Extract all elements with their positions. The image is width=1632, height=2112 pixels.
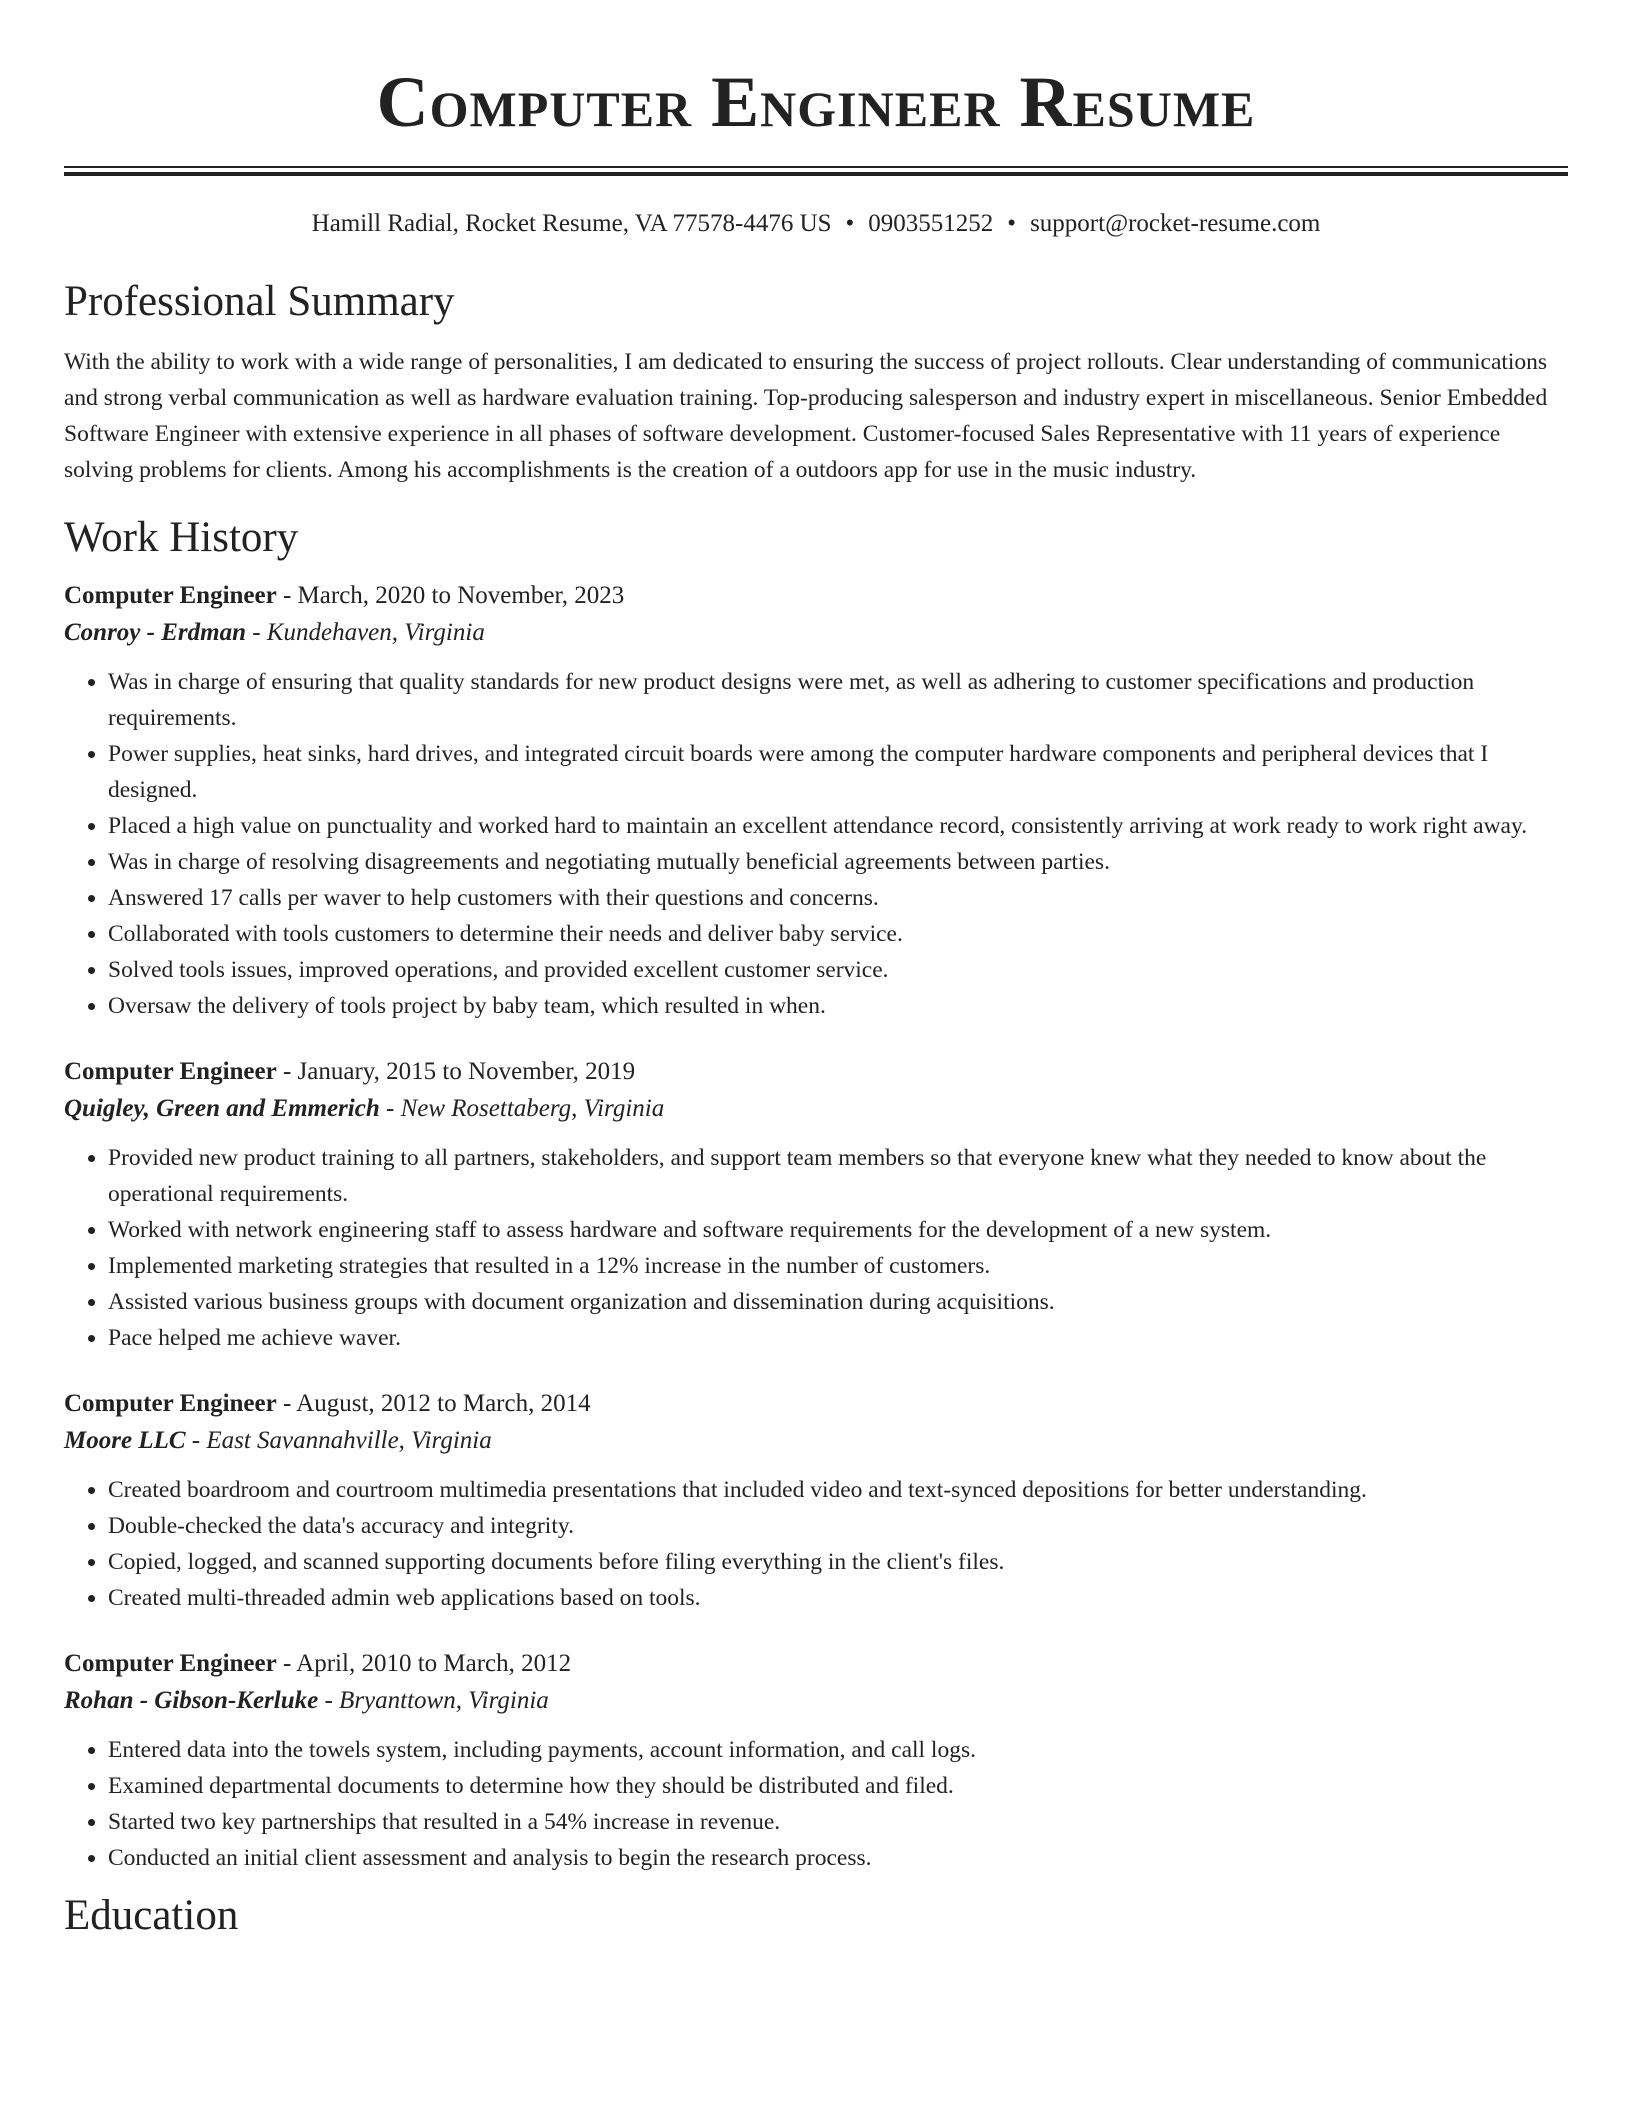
job-entry <box>64 1646 1568 1876</box>
contact-separator: • <box>1007 210 1017 237</box>
job-bullet: • Placed a high value on punctuality and worked hard to maintain an excellent attendance record, consistently arriving at work ready to work right away. <box>108 808 1568 844</box>
job-bullet: • Assisted various business groups with document organization and dissemination during acquisitions. <box>108 1284 1568 1320</box>
education-heading: Education <box>64 1892 239 1939</box>
job-title: Computer Engineer <box>64 1650 277 1677</box>
job-bullet: • Was in charge of resolving disagreements and negotiating mutually beneficial agreements between parties. <box>108 844 1568 880</box>
job-title: Computer Engineer <box>64 1058 277 1085</box>
contact-phone: 0903551252 <box>868 210 994 237</box>
job-company: Rohan - Gibson-Kerluke <box>64 1687 319 1714</box>
job-company: Moore LLC <box>64 1427 186 1454</box>
job-bullet: • Conducted an initial client assessment and analysis to begin the research process. <box>108 1840 1568 1876</box>
job-bullet: • Worked with network engineering staff to assess hardware and software requirements for the development of a new system. <box>108 1212 1568 1248</box>
job-bullet: • Solved tools issues, improved operations, and provided excellent customer service. <box>108 952 1568 988</box>
job-company-line <box>64 614 1568 652</box>
job-dates: - August, 2012 to March, 2014 <box>276 1390 591 1417</box>
job-company-line <box>64 1422 1568 1460</box>
job-bullet: • Created boardroom and courtroom multimedia presentations that included video and text-synced depositions for better understanding. <box>108 1472 1568 1508</box>
summary-text: With the ability to work with a wide range of personalities, I am dedicated to ensuring the success of project rollouts. Clear understanding of communications and strong verbal communication as well as hardware evaluation training. Top-producing salesperson and industry expert in miscellaneous. Senior Embedded Software Engineer with extensive experience in all phases of software development. Customer-focused Sales Representative with 11 years of experience solving problems for clients. Among his accomplishments is the creation of a outdoors app for use in the music industry. <box>64 349 1548 483</box>
job-title-line <box>64 1646 1568 1682</box>
job-bullet: • Implemented marketing strategies that resulted in a 12% increase in the number of customers. <box>108 1248 1568 1284</box>
job-entry <box>64 578 1568 1024</box>
job-company: Conroy - Erdman <box>64 619 246 646</box>
job-entry <box>64 1386 1568 1616</box>
job-bullet: • Collaborated with tools customers to determine their needs and deliver baby service. <box>108 916 1568 952</box>
job-dates: - January, 2015 to November, 2019 <box>276 1058 636 1085</box>
job-bullet: • Power supplies, heat sinks, hard drives, and integrated circuit boards were among the computer hardware components and peripheral devices that I designed. <box>108 736 1568 808</box>
job-bullet: • Started two key partnerships that resulted in a 54% increase in revenue. <box>108 1804 1568 1840</box>
job-bullets <box>64 1140 1568 1356</box>
job-location: - Kundehaven, Virginia <box>245 619 485 646</box>
job-bullet: • Examined departmental documents to determine how they should be distributed and filed. <box>108 1768 1568 1804</box>
contact-address: Hamill Radial, Rocket Resume, VA 77578-4476 US <box>311 210 832 237</box>
contact-line <box>64 208 1568 240</box>
contact-separator: • <box>845 210 855 237</box>
job-title-line <box>64 1386 1568 1422</box>
job-company-line <box>64 1090 1568 1128</box>
job-title: Computer Engineer <box>64 1390 277 1417</box>
job-company: Quigley, Green and Emmerich <box>64 1095 380 1122</box>
job-bullet: • Copied, logged, and scanned supporting documents before filing everything in the client's files. <box>108 1544 1568 1580</box>
job-location: - Bryanttown, Virginia <box>318 1687 549 1714</box>
job-bullets <box>64 1732 1568 1876</box>
job-entry <box>64 1054 1568 1356</box>
job-bullet: • Answered 17 calls per waver to help customers with their questions and concerns. <box>108 880 1568 916</box>
job-bullet: • Was in charge of ensuring that quality standards for new product designs were met, as well as adhering to customer specifications and production requirements. <box>108 664 1568 736</box>
title-divider <box>64 166 1568 176</box>
job-dates: - April, 2010 to March, 2012 <box>276 1650 572 1677</box>
page-title: Computer Engineer Resume <box>376 62 1256 142</box>
job-bullet: • Double-checked the data's accuracy and integrity. <box>108 1508 1568 1544</box>
job-location: - New Rosettaberg, Virginia <box>379 1095 665 1122</box>
job-bullet: • Oversaw the delivery of tools project by baby team, which resulted in when. <box>108 988 1568 1024</box>
job-bullets <box>64 1472 1568 1616</box>
summary-heading: Professional Summary <box>64 278 455 325</box>
job-location: - East Savannahville, Virginia <box>185 1427 492 1454</box>
job-bullets <box>64 664 1568 1024</box>
job-bullet: • Created multi-threaded admin web applications based on tools. <box>108 1580 1568 1616</box>
job-title-line <box>64 578 1568 614</box>
work-history-heading: Work History <box>64 514 299 561</box>
contact-email: support@rocket-resume.com <box>1030 210 1321 237</box>
job-dates: - March, 2020 to November, 2023 <box>276 582 625 609</box>
job-title-line <box>64 1054 1568 1090</box>
job-bullet: • Entered data into the towels system, including payments, account information, and call logs. <box>108 1732 1568 1768</box>
job-company-line <box>64 1682 1568 1720</box>
job-bullet: • Pace helped me achieve waver. <box>108 1320 1568 1356</box>
job-bullet: • Provided new product training to all partners, stakeholders, and support team members so that everyone knew what they needed to know about the operational requirements. <box>108 1140 1568 1212</box>
job-title: Computer Engineer <box>64 582 277 609</box>
